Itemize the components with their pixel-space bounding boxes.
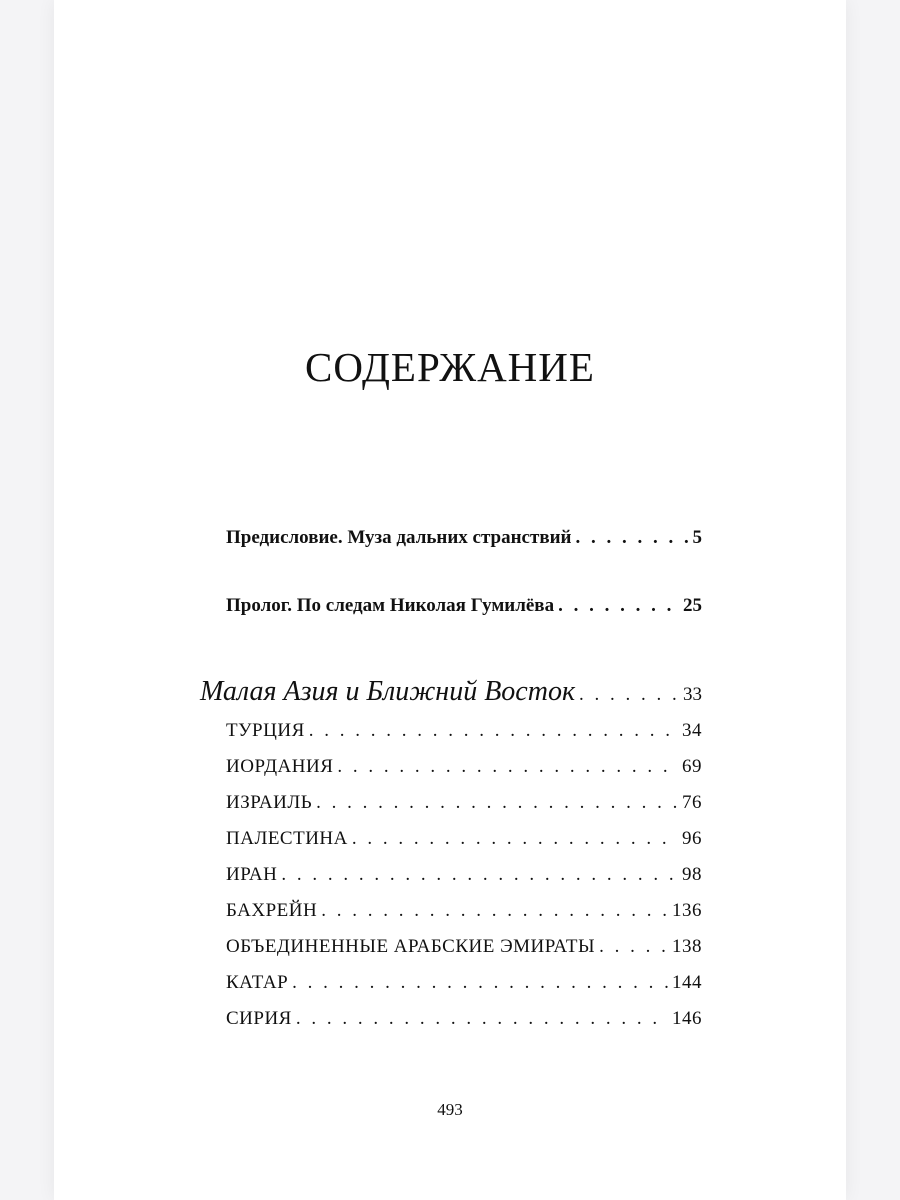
dot-leader [599,936,668,958]
toc-country-page: 144 [672,972,702,993]
dot-leader [316,792,678,814]
dot-leader [579,684,679,706]
toc-country-row [226,936,702,958]
dot-leader [296,1008,668,1030]
toc-country-page: 69 [682,756,702,777]
toc-country-label: ИЗРАИЛЬ [226,792,313,813]
dot-leader [337,756,678,778]
toc-section-label: Малая Азия и Ближний Восток [200,676,576,707]
toc-section-page: 33 [683,684,702,705]
dot-leader [575,527,688,549]
dot-leader [321,900,668,922]
toc-country-page: 146 [672,1008,702,1029]
toc-country-page: 98 [682,864,702,885]
toc-country-row [226,864,702,886]
toc-country-label: ИРАН [226,864,278,885]
dot-leader [309,720,678,742]
toc-entry-prologue [226,595,702,617]
toc-country-page: 138 [672,936,702,957]
toc-country-row [226,792,702,814]
toc-entry-preface [226,527,702,549]
toc-country-page: 34 [682,720,702,741]
toc-entry-label: Пролог. По следам Николая Гумилёва [226,595,555,616]
toc-country-row [226,1008,702,1030]
toc-entry-label: Предисловие. Муза дальних странствий [226,527,572,548]
toc-country-row [226,756,702,778]
dot-leader [281,864,678,886]
toc-country-label: ИОРДАНИЯ [226,756,334,777]
toc-country-page: 136 [672,900,702,921]
toc-country-label: ОБЪЕДИНЕННЫЕ АРАБСКИЕ ЭМИРАТЫ [226,936,596,957]
dot-leader [292,972,668,994]
page-number: 493 [437,1100,463,1119]
toc-country-label: ПАЛЕСТИНА [226,828,348,849]
toc-country-label: КАТАР [226,972,289,993]
toc-country-page: 96 [682,828,702,849]
toc-country-row [226,900,702,922]
toc-entry-page: 25 [683,595,702,616]
toc-country-label: ТУРЦИЯ [226,720,305,741]
toc-country-page: 76 [682,792,702,813]
dot-leader [352,828,678,850]
dot-leader [558,595,679,617]
toc-country-row [226,828,702,850]
toc-country-row [226,972,702,994]
page-title: СОДЕРЖАНИЕ [305,344,595,390]
toc-entry-page: 5 [692,527,702,548]
book-page [54,0,846,1200]
toc-section-heading [200,676,702,708]
toc-country-label: БАХРЕЙН [226,900,318,921]
toc-country-row [226,720,702,742]
toc-country-label: СИРИЯ [226,1008,292,1029]
